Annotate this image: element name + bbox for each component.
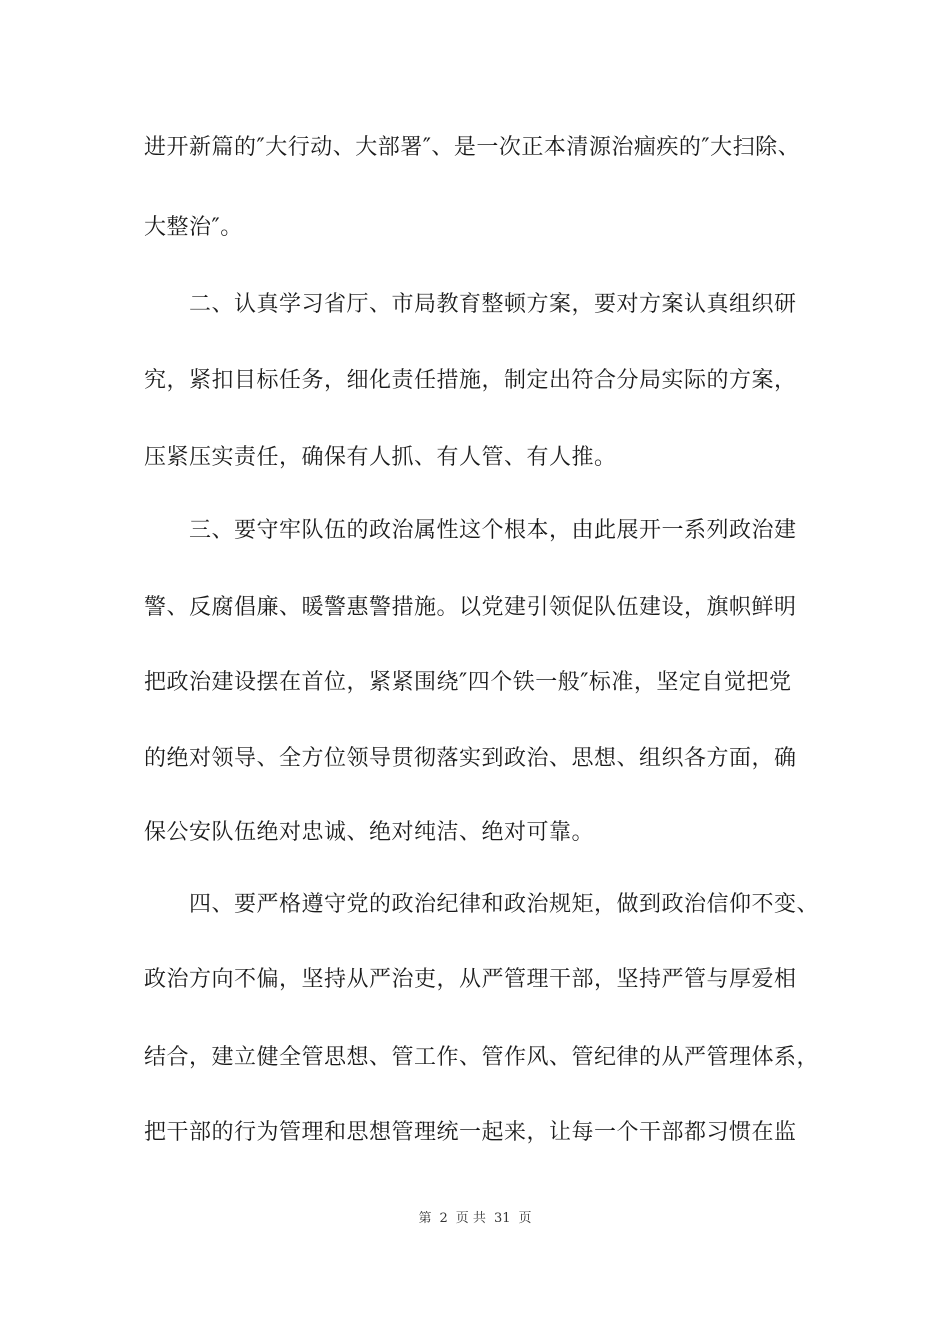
- body-text-line: 四、要严格遵守党的政治纪律和政治规矩，做到政治信仰不变、: [144, 892, 820, 917]
- body-text-line: 进开新篇的″大行动、大部署″、是一次正本清源治痼疾的″大扫除、: [144, 135, 801, 160]
- body-text-line: 结合，建立健全管思想、管工作、管作风、管纪律的从严管理体系，: [144, 1045, 820, 1070]
- page-label-prefix: 第: [418, 1211, 432, 1226]
- page-number: 2: [439, 1211, 448, 1226]
- body-text-line: 压紧压实责任，确保有人抓、有人管、有人推。: [144, 445, 617, 470]
- page-label-suffix: 页: [518, 1211, 532, 1226]
- total-pages: 31: [493, 1211, 511, 1226]
- body-text-line: 政治方向不偏，坚持从严治吏，从严管理干部，坚持严管与厚爱相: [144, 967, 797, 992]
- body-text-line: 的绝对领导、全方位领导贯彻落实到政治、思想、组织各方面，确: [144, 746, 797, 771]
- body-text-line: 大整治″。: [144, 215, 243, 240]
- body-text-line: 三、要守牢队伍的政治属性这个根本，由此展开一系列政治建: [144, 518, 797, 543]
- body-text-line: 究，紧扣目标任务，细化责任措施，制定出符合分局实际的方案，: [144, 368, 797, 393]
- body-text-line: 把政治建设摆在首位，紧紧围绕″四个铁一般″标准，坚定自觉把党: [144, 670, 792, 695]
- page-footer: [0, 1210, 950, 1228]
- body-text-line: 把干部的行为管理和思想管理统一起来，让每一个干部都习惯在监: [144, 1120, 797, 1145]
- body-text-line: 保公安队伍绝对忠诚、绝对纯洁、绝对可靠。: [144, 820, 595, 845]
- body-text-line: 二、认真学习省厅、市局教育整顿方案，要对方案认真组织研: [144, 292, 797, 317]
- page-label-mid: 页 共: [455, 1211, 486, 1226]
- body-text-line: 警、反腐倡廉、暖警惠警措施。以党建引领促队伍建设，旗帜鲜明: [144, 595, 797, 620]
